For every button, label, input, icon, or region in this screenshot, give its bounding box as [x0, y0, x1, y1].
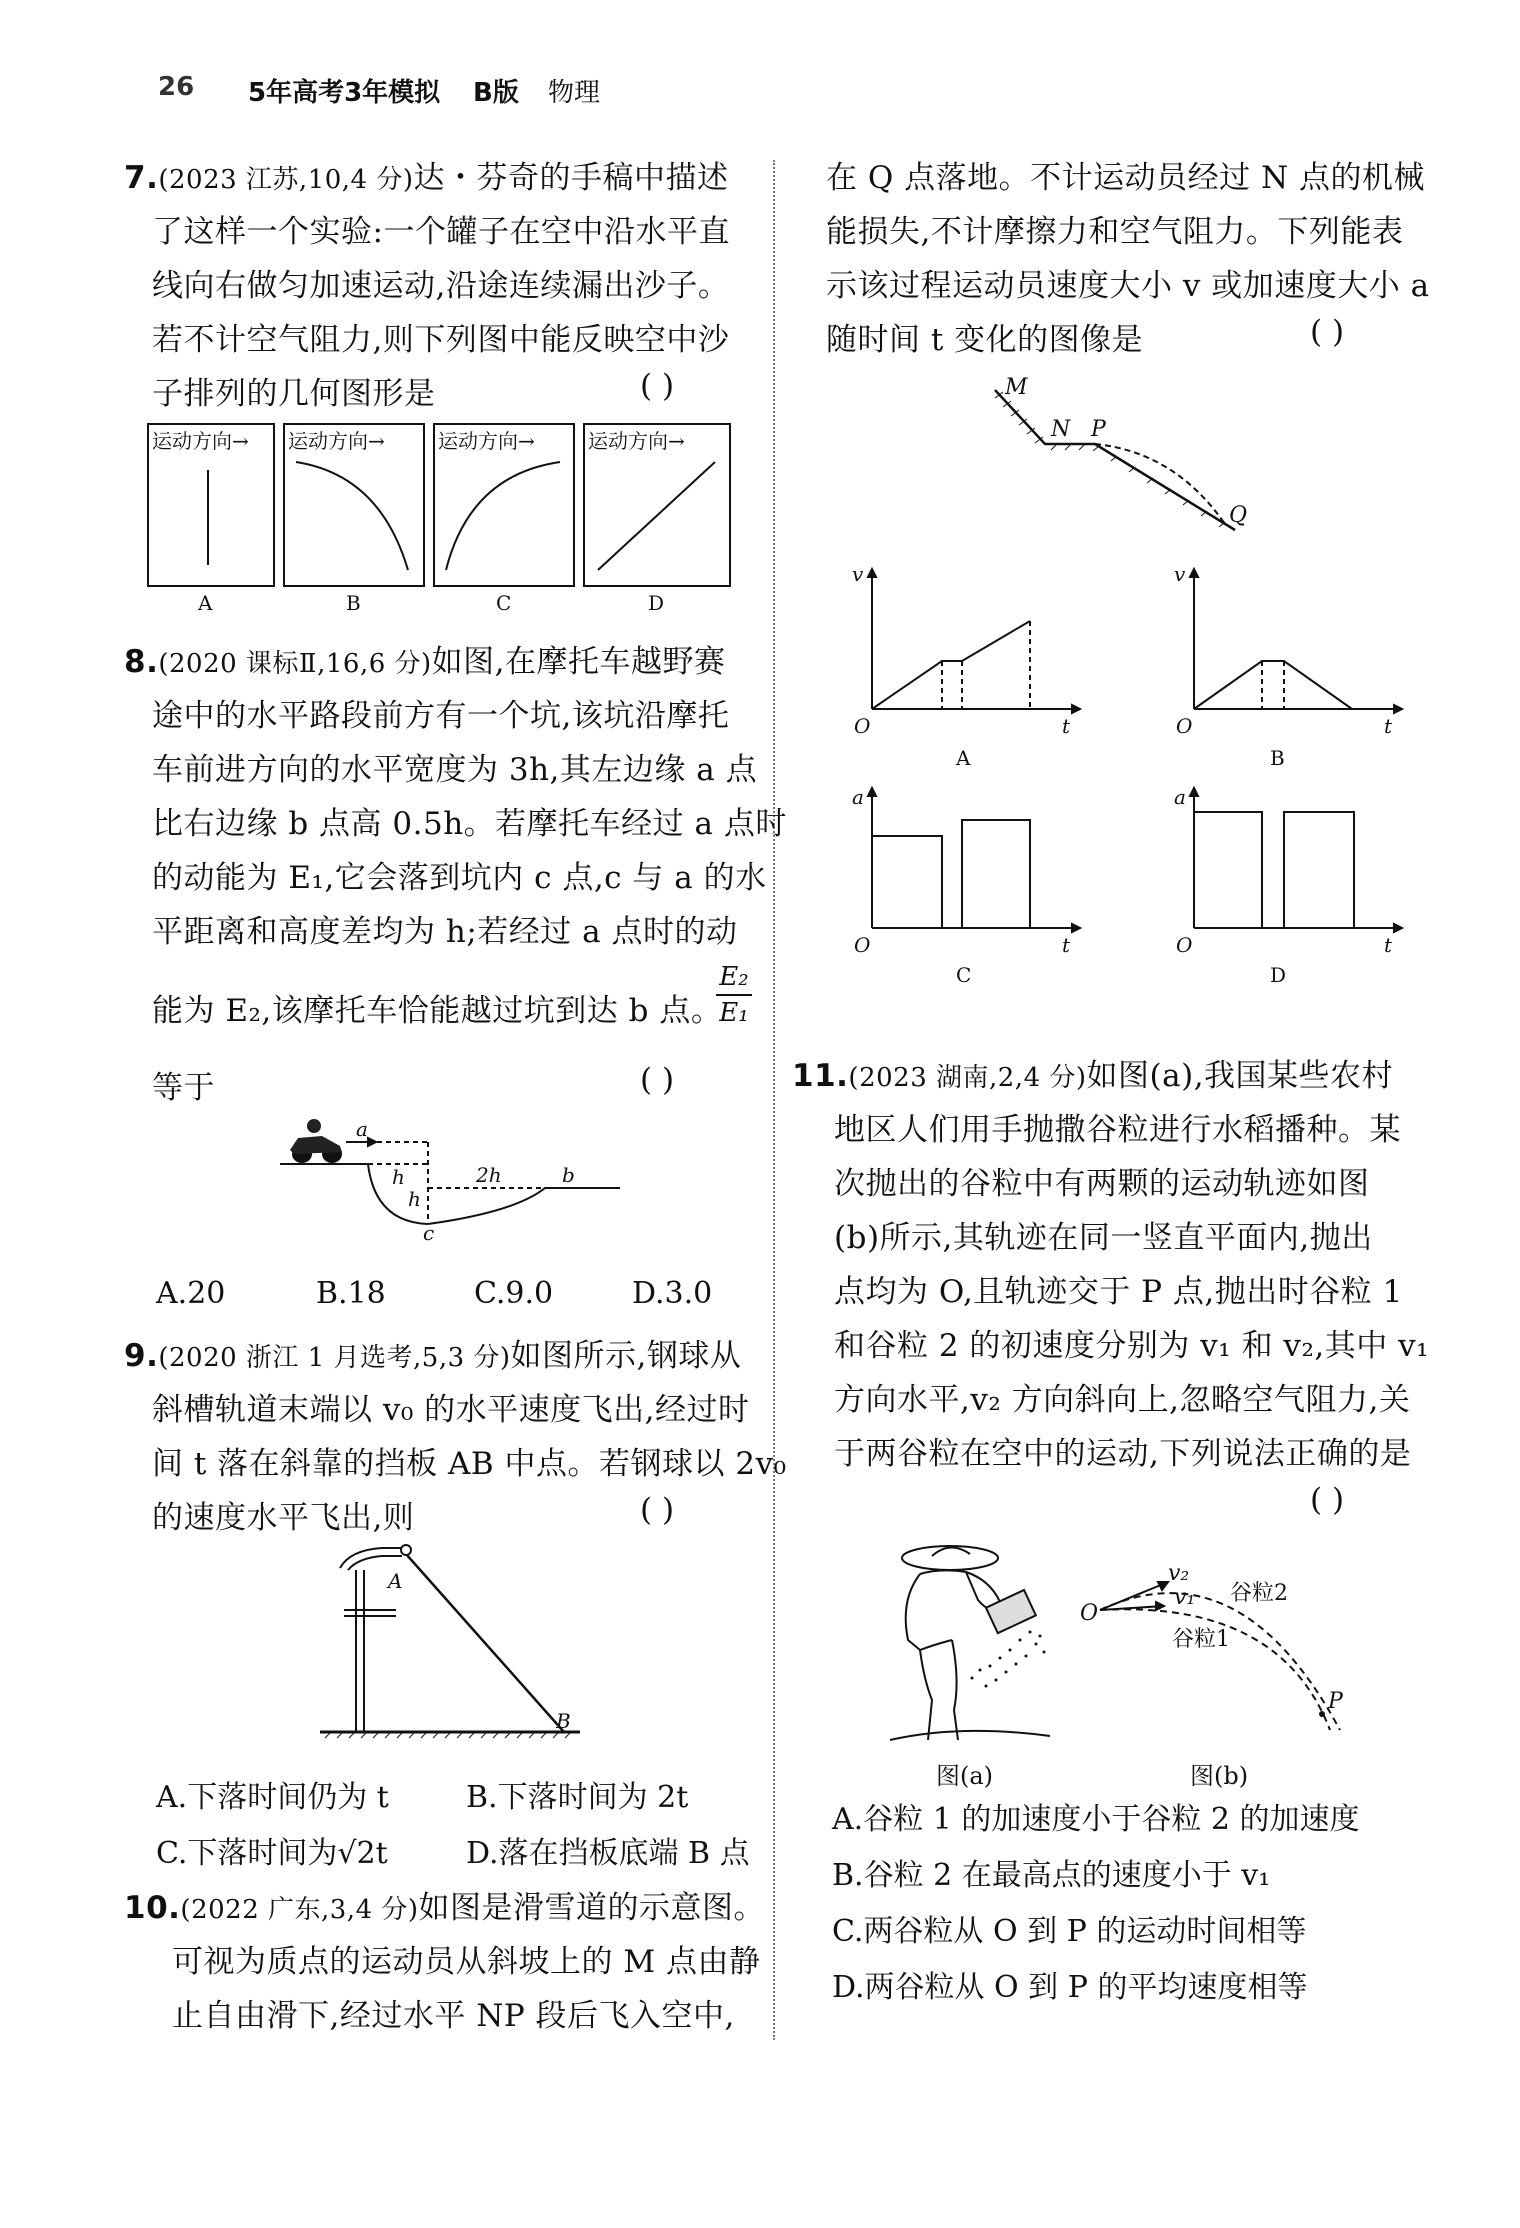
question-text-line: 方向水平,v₂ 方向斜向上,忽略空气阻力,关: [834, 1382, 1411, 1418]
label-c: c: [423, 1221, 435, 1242]
figure-caption-a: 图(a): [936, 1762, 994, 1790]
label-O: O: [1080, 1601, 1099, 1626]
question-text-line: (b)所示,其轨迹在同一竖直平面内,抛出: [834, 1220, 1373, 1256]
curve-c-up: [446, 462, 560, 570]
question-text-line: 间 t 落在斜靠的挡板 AB 中点。若钢球以 2v₀: [152, 1446, 787, 1482]
question-source: (2023 湖南,2,4 分): [848, 1063, 1087, 1093]
graph-option-label: B: [1270, 746, 1285, 770]
question-text-line: 等于: [152, 1070, 215, 1106]
axis-x-label: t: [1384, 933, 1393, 957]
answer-parentheses: ( ): [640, 368, 675, 404]
option-d[interactable]: D.3.0: [632, 1276, 713, 1311]
question-text-line: 比右边缘 b 点高 0.5h。若摩托车经过 a 点时: [152, 806, 787, 842]
origin-label: O: [854, 933, 871, 957]
label-v1: v₁: [1174, 1585, 1196, 1610]
question-text-line: 能损失,不计摩擦力和空气阻力。下列能表: [826, 214, 1404, 250]
answer-parentheses: ( ): [1310, 1482, 1345, 1518]
label-grain1: 谷粒1: [1172, 1627, 1230, 1652]
answer-parentheses: ( ): [1310, 314, 1345, 350]
box-label: 运动方向→: [438, 429, 535, 453]
question-text-line: 能为 E₂,该摩托车恰能越过坑到达 b 点。: [152, 993, 723, 1029]
label-P: P: [1091, 417, 1106, 442]
question-text-line: 的动能为 E₁,它会落到坑内 c 点,c 与 a 的水: [152, 860, 767, 896]
question-text-line: 途中的水平路段前方有一个坑,该坑沿摩托: [152, 698, 730, 734]
fraction-numerator: E₂: [716, 960, 752, 996]
axis-x-label: t: [1384, 714, 1393, 738]
label-a: a: [356, 1117, 368, 1141]
option-d[interactable]: D.落在挡板底端 B 点: [466, 1836, 750, 1871]
graph-option-label: C: [956, 963, 972, 987]
curve-b-down: [296, 462, 408, 570]
question-text-line: 随时间 t 变化的图像是: [826, 322, 1144, 358]
q9-ramp-figure: [320, 1540, 600, 1750]
question-source: (2020 课标Ⅱ,16,6 分): [158, 649, 432, 679]
question-text-line: 示该过程运动员速度大小 v 或加速度大小 a: [826, 268, 1430, 304]
question-text-line: 了这样一个实验:一个罐子在空中沿水平直: [152, 214, 730, 250]
edition: B版: [473, 78, 519, 108]
page-number: 26: [158, 72, 195, 102]
q8-pit-figure: [280, 1112, 630, 1242]
fraction: [716, 960, 752, 1030]
question-text-line: 达・芬奇的手稿中描述: [413, 160, 729, 196]
q10-ski-figure: [985, 372, 1265, 542]
label-grain2: 谷粒2: [1230, 1581, 1288, 1606]
option-c[interactable]: C.9.0: [474, 1276, 554, 1311]
graph-c: [850, 780, 1090, 990]
origin-label: O: [854, 714, 871, 738]
origin-label: O: [1176, 933, 1193, 957]
subject: 物理: [548, 78, 601, 108]
answer-parentheses: ( ): [640, 1062, 675, 1098]
question-text-line: 车前进方向的水平宽度为 3h,其左边缘 a 点: [152, 752, 758, 788]
option-d[interactable]: D.两谷粒从 O 到 P 的平均速度相等: [832, 1970, 1308, 2005]
origin-label: O: [1176, 714, 1193, 738]
figure-caption-b: 图(b): [1190, 1762, 1249, 1790]
axis-x-label: t: [1062, 714, 1071, 738]
question-text-line: 点均为 O,且轨迹交于 P 点,抛出时谷粒 1: [834, 1274, 1403, 1310]
graph-d: [1172, 780, 1412, 990]
option-c[interactable]: C.下落时间为√2t: [156, 1836, 388, 1871]
question-text-line: 斜槽轨道末端以 v₀ 的水平速度飞出,经过时: [152, 1392, 750, 1428]
axis-y-label: a: [852, 785, 864, 809]
question-number: 11.: [792, 1058, 849, 1094]
question-text-line: 止自由滑下,经过水平 NP 段后飞入空中,: [172, 1998, 735, 2034]
fraction-denominator: E₁: [719, 998, 749, 1028]
answer-parentheses: ( ): [640, 1492, 675, 1528]
graph-a: [850, 565, 1090, 775]
box-label: 运动方向→: [288, 429, 385, 453]
question-text-line: 可视为质点的运动员从斜坡上的 M 点由静: [172, 1944, 761, 1980]
label-2h: 2h: [476, 1163, 502, 1187]
label-P: P: [1328, 1689, 1343, 1714]
label-Q: Q: [1229, 503, 1248, 528]
box-label: 运动方向→: [152, 429, 249, 453]
axis-y-label: v: [1174, 565, 1186, 586]
column-divider: [773, 160, 775, 2040]
option-label: A: [198, 591, 213, 615]
question-text-line: 在 Q 点落地。不计运动员经过 N 点的机械: [826, 160, 1425, 196]
label-h-inner: h: [408, 1187, 421, 1211]
question-number: 7.: [124, 160, 159, 196]
label-b: b: [562, 1163, 575, 1187]
label-h: h: [392, 1165, 405, 1189]
question-number: 8.: [124, 644, 159, 680]
question-text-line: 子排列的几何图形是: [152, 376, 436, 412]
axis-y-label: a: [1174, 785, 1186, 809]
option-label: C: [496, 591, 512, 615]
question-source: (2022 广东,3,4 分): [180, 1895, 419, 1925]
label-N: N: [1051, 417, 1071, 442]
question-text-line: 若不计空气阻力,则下列图中能反映空中沙: [152, 322, 730, 358]
q7-option-figures: [140, 420, 740, 615]
question-source: (2023 江苏,10,4 分): [158, 165, 414, 195]
graph-b: [1172, 565, 1412, 775]
trajectory-figure: [1080, 1540, 1410, 1740]
motorcycle-icon: [290, 1119, 342, 1163]
option-b[interactable]: B.18: [316, 1276, 386, 1311]
question-text-line: 如图是滑雪道的示意图。: [418, 1890, 766, 1926]
question-text-line: 的速度水平飞出,则: [152, 1500, 415, 1536]
question-number: 9.: [124, 1338, 159, 1374]
farmer-illustration: [880, 1540, 1070, 1750]
label-A: A: [388, 1569, 403, 1593]
question-text-line: 如图所示,钢球从: [510, 1338, 742, 1374]
curve-d-straight: [598, 462, 715, 570]
box-label: 运动方向→: [588, 429, 685, 453]
graph-option-label: A: [956, 746, 971, 770]
option-c[interactable]: C.两谷粒从 O 到 P 的运动时间相等: [832, 1914, 1307, 1949]
axis-y-label: v: [852, 565, 864, 586]
option-b[interactable]: B.下落时间为 2t: [466, 1780, 689, 1815]
question-source: (2020 浙江 1 月选考,5,3 分): [158, 1343, 511, 1373]
axis-x-label: t: [1062, 933, 1071, 957]
question-text-line: 线向右做匀加速运动,沿途连续漏出沙子。: [152, 268, 730, 304]
option-b[interactable]: B.谷粒 2 在最高点的速度小于 v₁: [832, 1858, 1271, 1893]
graph-option-label: D: [1270, 963, 1287, 987]
option-label: D: [648, 591, 665, 615]
option-a[interactable]: A.20: [156, 1276, 226, 1311]
page-header: [158, 72, 758, 112]
question-text-line: 如图(a),我国某些农村: [1086, 1058, 1394, 1094]
label-v2: v₂: [1168, 1561, 1190, 1586]
question-text-line: 次抛出的谷粒中有两颗的运动轨迹如图: [834, 1166, 1370, 1202]
label-M: M: [1005, 375, 1028, 400]
question-text-line: 如图,在摩托车越野赛: [431, 644, 726, 680]
label-B: B: [556, 1709, 571, 1733]
question-text-line: 和谷粒 2 的初速度分别为 v₁ 和 v₂,其中 v₁: [834, 1328, 1430, 1364]
question-text-line: 于两谷粒在空中的运动,下列说法正确的是: [834, 1436, 1412, 1472]
option-a[interactable]: A.下落时间仍为 t: [156, 1780, 389, 1815]
question-text-line: 地区人们用手抛撒谷粒进行水稻播种。某: [834, 1112, 1401, 1148]
option-a[interactable]: A.谷粒 1 的加速度小于谷粒 2 的加速度: [832, 1802, 1360, 1837]
option-label: B: [346, 591, 361, 615]
question-number: 10.: [124, 1890, 181, 1926]
book-title: 5年高考3年模拟: [248, 78, 441, 108]
question-text-line: 平距离和高度差均为 h;若经过 a 点时的动: [152, 914, 738, 950]
